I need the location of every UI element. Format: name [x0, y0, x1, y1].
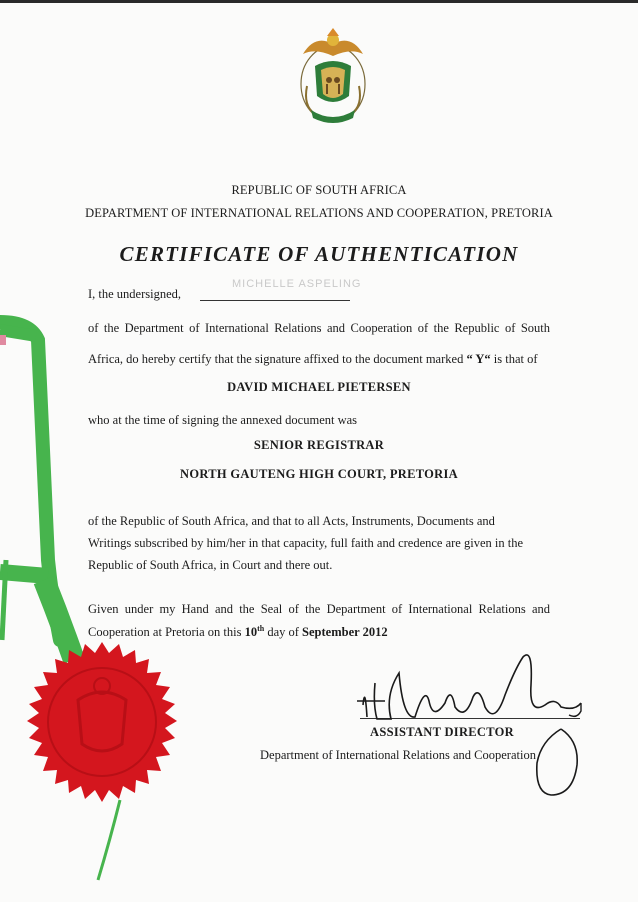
wax-seal-icon — [16, 640, 188, 812]
para3-line2: Writings subscribed by him/her in that capacity, full faith and credence are given in the — [88, 536, 523, 550]
para2: who at the time of signing the annexed document was — [88, 413, 358, 427]
scan-edge — [0, 0, 638, 3]
coat-of-arms-icon — [293, 26, 373, 126]
signatory-name: DAVID MICHAEL PIETERSEN — [227, 380, 411, 394]
para3-line1: of the Republic of South Africa, and that to all Acts, Instruments, Documents and — [88, 514, 495, 528]
signer-department: Department of International Relations and Cooperation — [260, 748, 536, 762]
department-heading: DEPARTMENT OF INTERNATIONAL RELATIONS AND COOPERATION, PRETORIA — [85, 206, 553, 220]
given-line2-start: Cooperation at Pretoria on this — [88, 625, 242, 640]
undersigned-name: MICHELLE ASPELING — [232, 278, 362, 290]
given-day: 10th — [244, 624, 265, 640]
signer-title: ASSISTANT DIRECTOR — [370, 725, 514, 739]
para1-line2 — [88, 352, 550, 367]
given-line1: Given under my Hand and the Seal of the Department of International Relations and — [88, 602, 550, 616]
certificate-title: CERTIFICATE OF AUTHENTICATION — [119, 242, 519, 266]
signatory-position: SENIOR REGISTRAR — [253, 438, 385, 452]
given-line2-mid: day of — [267, 625, 299, 640]
undersigned-line — [200, 300, 350, 301]
signature-mark — [355, 645, 595, 805]
country-heading: REPUBLIC OF SOUTH AFRICA — [231, 183, 407, 197]
document-mark: “ Y“ — [466, 352, 491, 366]
undersigned-label: I, the undersigned, — [88, 287, 182, 301]
given-line2 — [88, 624, 388, 640]
given-date: September 2012 — [302, 625, 388, 640]
court-name: NORTH GAUTENG HIGH COURT, PRETORIA — [180, 467, 458, 481]
para3-line3: Republic of South Africa, in Court and there out. — [88, 558, 333, 572]
para1-line2-end: is that of — [493, 352, 538, 366]
para1-line1: of the Department of International Relations and Cooperation of the Republic of South — [88, 321, 550, 335]
para1-line2-start: Africa, do hereby certify that the signature affixed to the document marked — [88, 352, 464, 366]
